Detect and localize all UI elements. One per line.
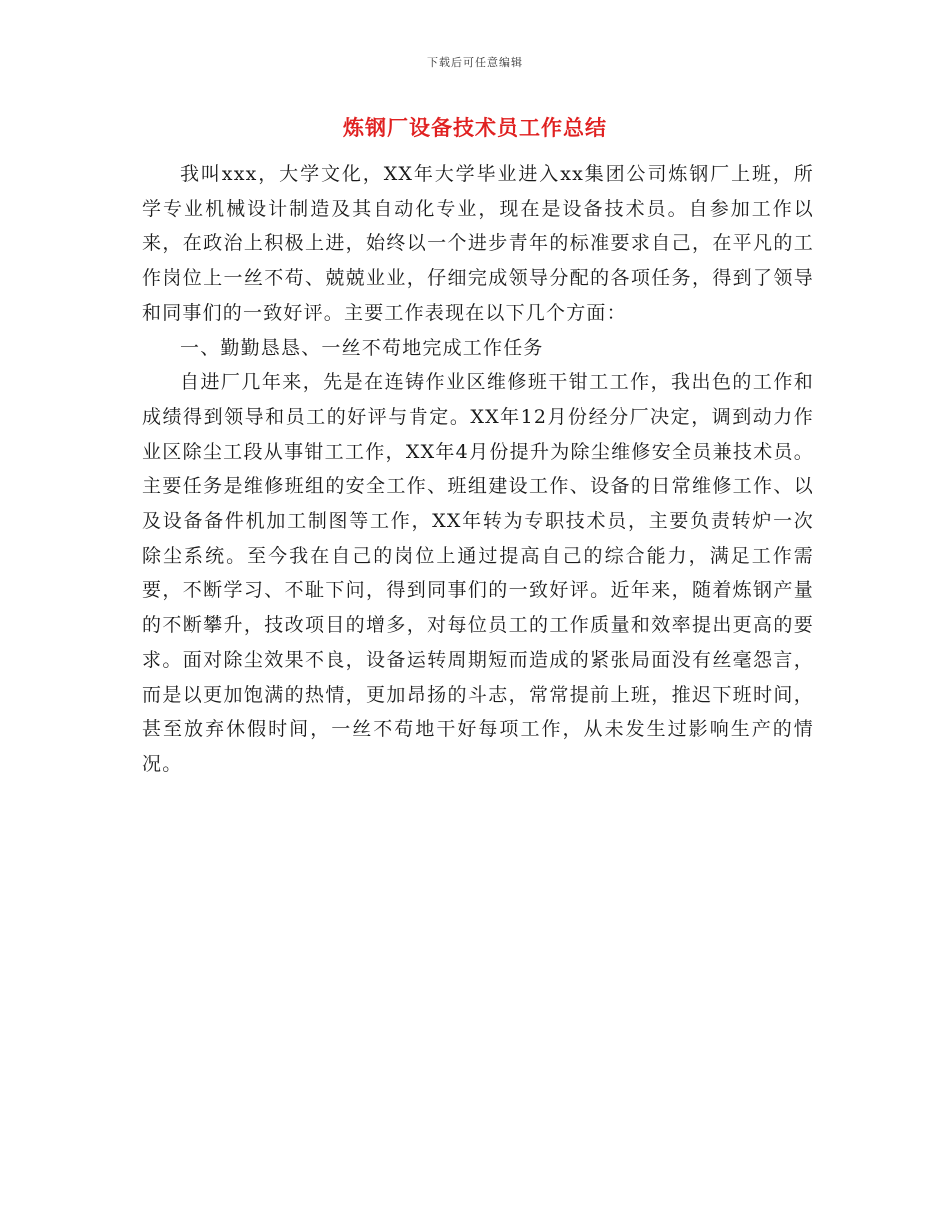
header-note: 下载后可任意编辑 <box>427 56 523 69</box>
document-title: 炼钢厂设备技术员工作总结 <box>343 116 607 140</box>
document-body <box>142 157 814 782</box>
section-heading-1: 一、勤勤恳恳、一丝不苟地完成工作任务 <box>180 336 544 359</box>
body-paragraph-section-1: 自进厂几年来，先是在连铸作业区维修班干钳工工作，我出色的工作和成绩得到领导和员工的好评与肯定。XX年12月份经分厂决定，调到动力作业区除尘工段从事钳工工作，XX年4月份提升为除尘维修安全员兼技术员。主要任务是维修班组的安全工作、班组建设工作、设备的日常维修工作、以及设备备件机加工制图等工作，XX年转为专职技术员，主要负责转炉一次除尘系统。至今我在自己的岗位上通过提高自己的综合能力，满足工作需要，不断学习、不耻下问，得到同事们的一致好评。近年来，随着炼钢产量的不断攀升，技改项目的增多，对每位员工的工作质量和效率提出更高的要求。面对除尘效果不良，设备运转周期短而造成的紧张局面没有丝毫怨言，而是以更加饱满的热情，更加昂扬的斗志，常常提前上班，推迟下班时间，甚至放弃休假时间，一丝不苟地干好每项工作，从未发生过影响生产的情况。 <box>142 371 814 775</box>
body-paragraph-intro: 我叫xxx，大学文化，XX年大学毕业进入xx集团公司炼钢厂上班，所学专业机械设计制造及其自动化专业，现在是设备技术员。自参加工作以来，在政治上积极上进，始终以一个进步青年的标准要求自己，在平凡的工作岗位上一丝不苟、兢兢业业，仔细完成领导分配的各项任务，得到了领导和同事们的一致好评。主要工作表现在以下几个方面： <box>142 163 814 324</box>
